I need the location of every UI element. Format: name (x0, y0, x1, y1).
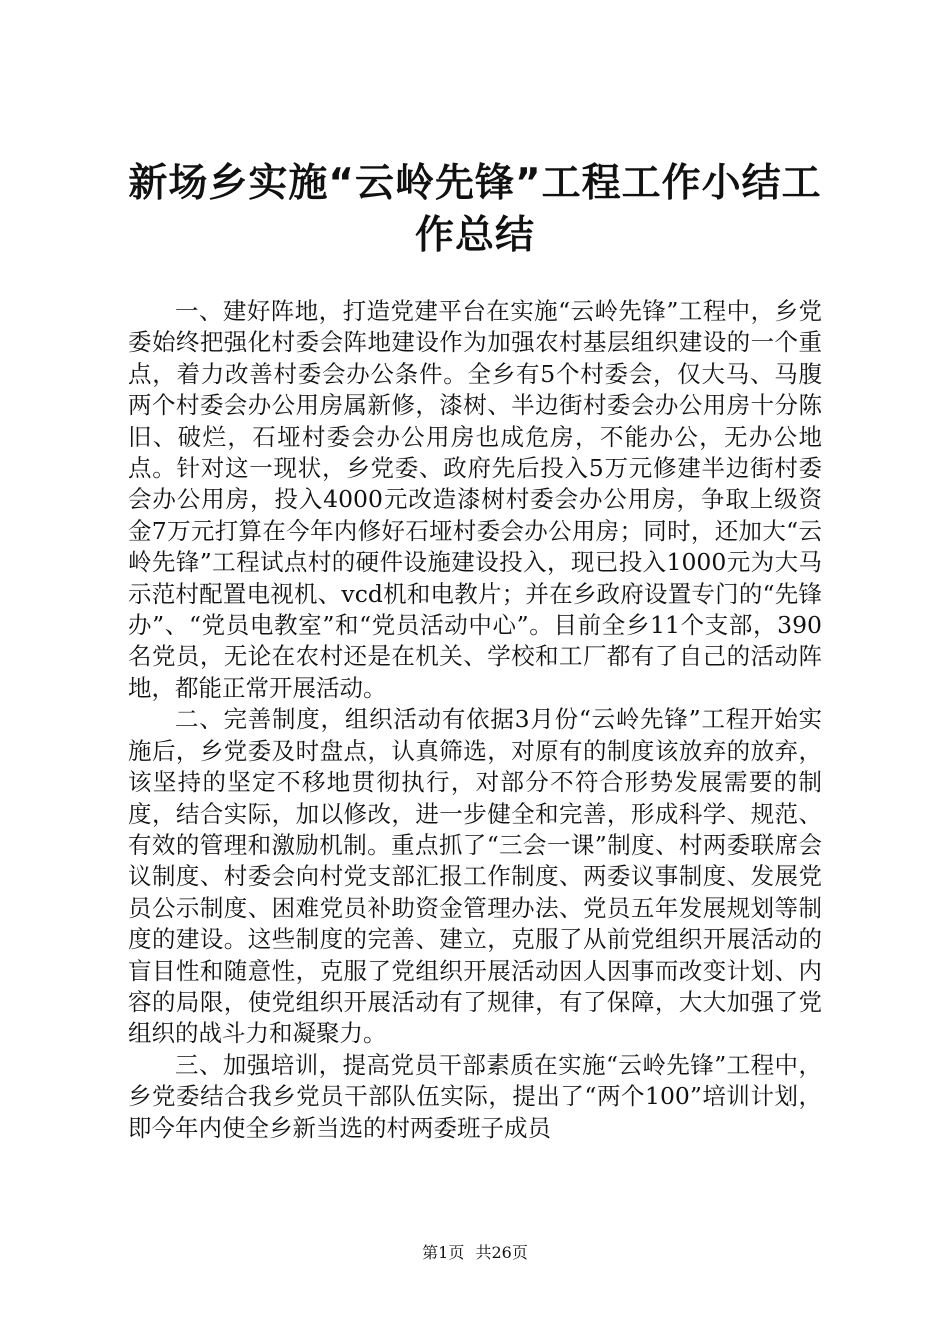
paragraph-1: 一、建好阵地，打造党建平台在实施“云岭先锋”工程中，乡党委始终把强化村委会阵地建设作为加强农村基层组织建设的一个重点，着力改善村委会办公条件。全乡有5个村委会，仅大马、马腹两个村委会办公用房属新修，漆树、半边街村委会办公用房十分陈旧、破烂，石垭村委会办公用房也成危房，不能办公，无办公地点。针对这一现状，乡党委、政府先后投入5万元修建半边街村委会办公用房，投入4000元改造漆树村委会办公用房，争取上级资金7万元打算在今年内修好石垭村委会办公用房；同时，还加大“云岭先锋”工程试点村的硬件设施建设投入，现已投入1000元为大马示范村配置电视机、vcd机和电教片；并在乡政府设置专门的“先锋办”、“党员电教室”和“党员活动中心”。目前全乡11个支部，390名党员，无论在农村还是在机关、学校和工厂都有了自己的活动阵地，都能正常开展活动。 (128, 297, 822, 702)
document-body (128, 296, 822, 1144)
paragraph-2: 二、完善制度，组织活动有依据3月份“云岭先锋”工程开始实施后，乡党委及时盘点，认真筛选，对原有的制度该放弃的放弃，该坚持的坚定不移地贯彻执行，对部分不符合形势发展需要的制度，结合实际，加以修改，进一步健全和完善，形成科学、规范、有效的管理和激励机制。重点抓了“三会一课”制度、村两委联席会议制度、村委会向村党支部汇报工作制度、两委议事制度、发展党员公示制度、困难党员补助资金管理办法、党员五年发展规划等制度的建设。这些制度的完善、建立，克服了从前党组织开展活动的盲目性和随意性，克服了党组织开展活动因人因事而改变计划、内容的局限，使党组织开展活动有了规律，有了保障，大大加强了党组织的战斗力和凝聚力。 (128, 705, 822, 1048)
paragraph-3: 三、加强培训，提高党员干部素质在实施“云岭先锋”工程中，乡党委结合我乡党员干部队伍实际，提出了“两个100”培训计划，即今年内使全乡新当选的村两委班子成员 (128, 1050, 822, 1142)
current-page-number: 第1页 (422, 1243, 465, 1262)
page-footer (0, 1243, 950, 1263)
document-title: 新场乡实施“云岭先锋”工程工作小结工作总结 (128, 161, 822, 258)
total-page-count: 共26页 (475, 1243, 528, 1262)
